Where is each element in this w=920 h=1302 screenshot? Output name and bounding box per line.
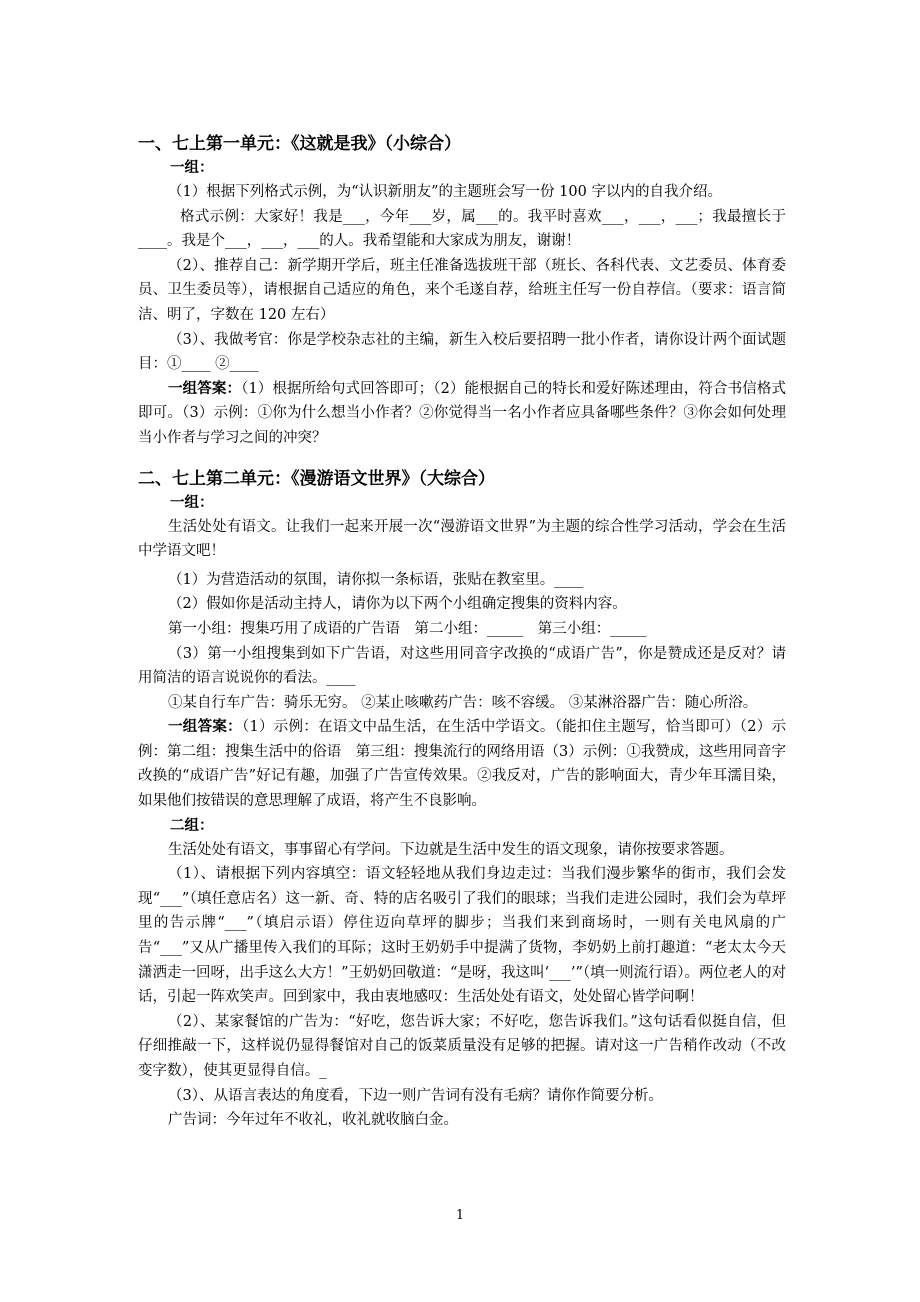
section-2-group-2-ad: 广告词：今年过年不收礼，收礼就收脑白金。 xyxy=(168,1112,458,1129)
section-2-question-2-groups: 第一小组：搜集巧用了成语的广告语 第二小组：_____ 第三小组：_____ xyxy=(168,620,647,637)
section-1-answer xyxy=(138,377,786,451)
section-2-question-3: （3）第一小组搜集到如下广告语，对这些用同音字改换的“成语广告”，你是赞成还是反对？请用简洁的语言说说你的看法。____ xyxy=(138,645,786,687)
section-2-title: 二、七上第二单元：《漫游语文世界》（大综合） xyxy=(138,468,495,489)
section-1-question-1-example: 格式示例：大家好！我是___，今年___岁，属___的。我平时喜欢___，___，___；我最擅长于____。我是个___，___，___的人。我希望能和大家成为朋友，谢谢！ xyxy=(138,208,786,250)
section-2-group-2-intro: 生活处处有语文，事事留心有学问。下边就是生活中发生的语文现象，请你按要求答题。 xyxy=(168,841,734,858)
section-2-group-2-question-2: （2）、某家餐馆的广告为：“好吃，您告诉大家；不好吃，您告诉我们。”这句话看似挺自信，但仔细推敲一下，这样说仍显得餐馆对自己的饭菜质量没有足够的把握。请对这一广告稍作改动（不改变字数），使其更显得自信。_ xyxy=(138,1013,786,1079)
section-1-answer-label: 一组答案： xyxy=(168,380,242,397)
section-1-question-3: （3）、我做考官：你是学校杂志社的主编，新生入校后要招聘一批小作者，请你设计两个面试题目：①____ ②____ xyxy=(138,331,786,373)
document-page xyxy=(138,132,786,1133)
section-2-group-1-label: 一组： xyxy=(170,494,214,511)
section-2-answer-label: 一组答案： xyxy=(168,719,242,736)
section-1-group-1-label: 一组： xyxy=(170,160,214,176)
section-2-intro: 生活处处有语文。让我们一起来开展一次“漫游语文世界”为主题的综合性学习活动，学会在生活中学语文吧！ xyxy=(138,518,786,560)
page-number: 1 xyxy=(455,1208,465,1223)
section-2-group-2-question-3: （3）、从语言表达的角度看，下边一则广告词有没有毛病？请你作简要分析。 xyxy=(168,1087,663,1104)
section-2-question-3-examples: ①某自行车广告：骑乐无穷。 ②某止咳嗽药广告：咳不容缓。 ③某淋浴器广告：随心所浴。 xyxy=(168,694,758,711)
section-1-question-1: （1）根据下列格式示例，为“认识新朋友”的主题班会写一份 100 字以内的自我介绍。 xyxy=(168,184,722,200)
section-2-question-1: （1）为营造活动的氛围，请你拟一条标语，张贴在教室里。____ xyxy=(168,571,584,588)
section-1-title: 一、七上第一单元：《这就是我》（小综合） xyxy=(138,134,461,154)
section-2-question-2: （2）假如你是活动主持人，请你为以下两个小组确定搜集的资料内容。 xyxy=(168,596,627,613)
section-1-answer-text: （1）根据所给句式回答即可；（2）能根据自己的特长和爱好陈述理由，符合书信格式即可。（3）示例：①你为什么想当小作者？②你觉得当一名小作者应具备哪些条件？③你会如何处理当小作者与学习之间的冲突？ xyxy=(138,380,787,446)
section-2-answer-text: （1）示例：在语文中品生活，在生活中学语文。（能扣住主题写，恰当即可）（2）示例：第二组：搜集生活中的俗语 第三组：搜集流行的网络用语（3）示例：①我赞成，这些用同音字改换的“成语广告”好记有趣，加强了广告宣传效果。②我反对，广告的影响面大，青少年耳濡目染，如果他们按错误的意思理解了成语，将产生不良影响。 xyxy=(138,719,787,810)
section-2-answer xyxy=(138,715,786,813)
section-1-question-2: （2）、推荐自己：新学期开学后，班主任准备选拔班干部（班长、各科代表、文艺委员、体育委员、卫生委员等），请根据自己适应的角色，来个毛遂自荐，给班主任写一份自荐信。（要求：语言简洁、明了，字数在 120 左右） xyxy=(138,257,786,323)
section-2-group-2-label: 二组： xyxy=(170,817,214,834)
section-2-group-2-question-1: （1）、请根据下列内容填空：语文轻轻地从我们身边走过：当我们漫步繁华的街市，我们会发现“___”（填任意店名）这一新、奇、特的店名吸引了我们的眼球；当我们走进公园时，我们会为草坪里的告示牌“___”（填启示语）停住迈向草坪的脚步；当我们来到商场时，一则有关电风扇的广告“___”又从广播里传入我们的耳际；这时王奶奶手中提满了货物，李奶奶上前打趣道：“老太太今天潇洒走一回呀，出手这么大方！”王奶奶回敬道：“是呀，我这叫‘___’”（填一则流行语）。两位老人的对话，引起一阵欢笑声。回到家中，我由衷地感叹：生活处处有语文，处处留心皆学问啊！ xyxy=(138,866,786,1006)
